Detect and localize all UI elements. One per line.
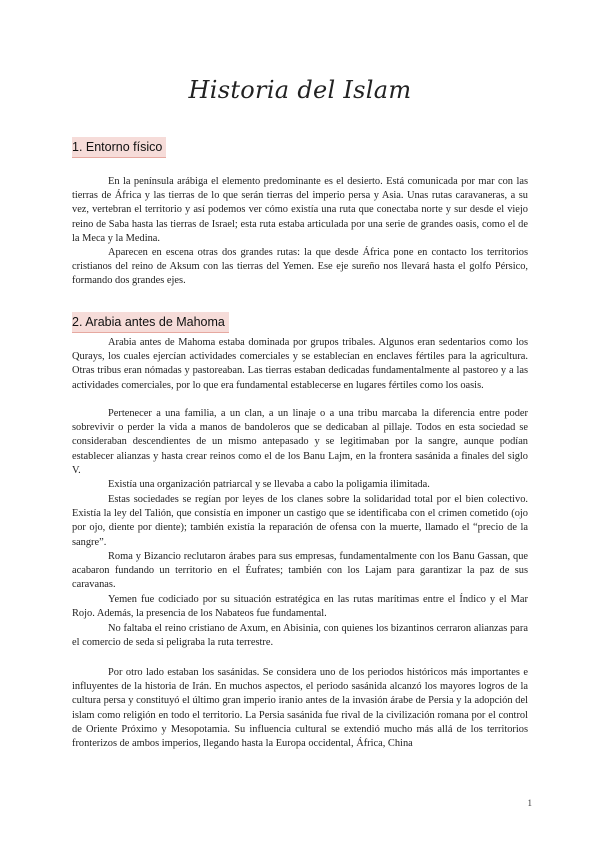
section-heading-arabia: 2. Arabia antes de Mahoma: [72, 312, 229, 332]
paragraph: En la península arábiga el elemento predominante es el desierto. Está comunicada por mar con las tierras de África y las tierras de lo que serán tierras del imperio persa y Asia. Unas rutas caravaneras, a su vez, vertebran el territorio y así podemos ver cómo existía una ruta que conectaba norte y sur desde el viejo reino de Saba hasta las tierras de Israel; esta ruta estaba articulada por una serie de grandes oasis, como el de la Meca y la Medina.: [72, 176, 528, 244]
paragraph: Roma y Bizancio reclutaron árabes para sus empresas, fundamentalmente con los Banu Gassan, que acabaron fundando un territorio en el Éufrates; también con los Lajam para garantizar la paz de sus caravanas.: [72, 551, 528, 591]
document-title: Historia del Islam: [188, 76, 412, 104]
paragraph: Arabia antes de Mahoma estaba dominada por grupos tribales. Algunos eran sedentarios como los Qurays, los cuales ejercían actividades comerciales y se establecían en enclaves fértiles para la agricultura. Otras tribus eran nómadas y pastoreaban. Las tierras estaban dedicadas fundamentalmente al pastoreo y a las actividades comerciales, por lo que era fundamental establecerse en lugares fértiles como los oasis.: [72, 337, 528, 391]
paragraph: Estas sociedades se regían por leyes de los clanes sobre la solidaridad total por el bien colectivo. Existía la ley del Talión, que consistía en imponer un castigo que se identificaba con el crimen cometido (ojo por ojo, diente por diente); también existía la reparación de ofensa con la muerte, llamado el “precio de la sangre”.: [72, 494, 528, 548]
page-number: 1: [527, 798, 532, 808]
paragraph: Por otro lado estaban los sasánidas. Se considera uno de los periodos históricos más importantes e influyentes de la historia de Irán. En muchos aspectos, el periodo sasánida alcanzó los mayores logros de la cultura persa y constituyó el último gran imperio iranio antes de la invasión árabe de Persia y la adopción del islam como religión en todo el territorio. La Persia sasánida fue rival de la civilización romana por el control de Oriente Próximo y Mesopotamia. Su influencia cultural se extendió mucho más allá de los territorios fronterizos de ambos imperios, llegando hasta la Europa occidental, África, China: [72, 667, 528, 750]
section-heading-entorno: 1. Entorno físico: [72, 137, 166, 157]
paragraph: Existía una organización patriarcal y se llevaba a cabo la poligamia ilimitada.: [108, 479, 430, 490]
paragraph: Yemen fue codiciado por su situación estratégica en las rutas marítimas entre el Índico y el Mar Rojo. Además, la presencia de los Nabateos fue fundamental.: [72, 594, 528, 620]
paragraph: Aparecen en escena otras dos grandes rutas: la que desde África pone en contacto los territorios cristianos del reino de Aksum con las tierras del Yemen. Ese eje sureño nos llevará hasta el golfo Pérsico, formando dos grandes ejes.: [72, 247, 528, 287]
paragraph: Pertenecer a una familia, a un clan, a un linaje o a una tribu marcaba la diferencia entre poder sobrevivir o perder la vida a manos de bandoleros que se dedicaban al pillaje. Todos en esta sociedad se consideraban descendientes de un mismo antepasado y se legitimaban por la sangre, aunque podían establecer alianzas y hasta crear reinos como el de los Banu Lajm, en la frontera sasánida a finales del siglo V.: [72, 408, 528, 476]
paragraph: No faltaba el reino cristiano de Axum, en Abisinia, con quienes los bizantinos cerraron alianzas para el comercio de seda si peligraba la ruta terrestre.: [72, 623, 528, 649]
